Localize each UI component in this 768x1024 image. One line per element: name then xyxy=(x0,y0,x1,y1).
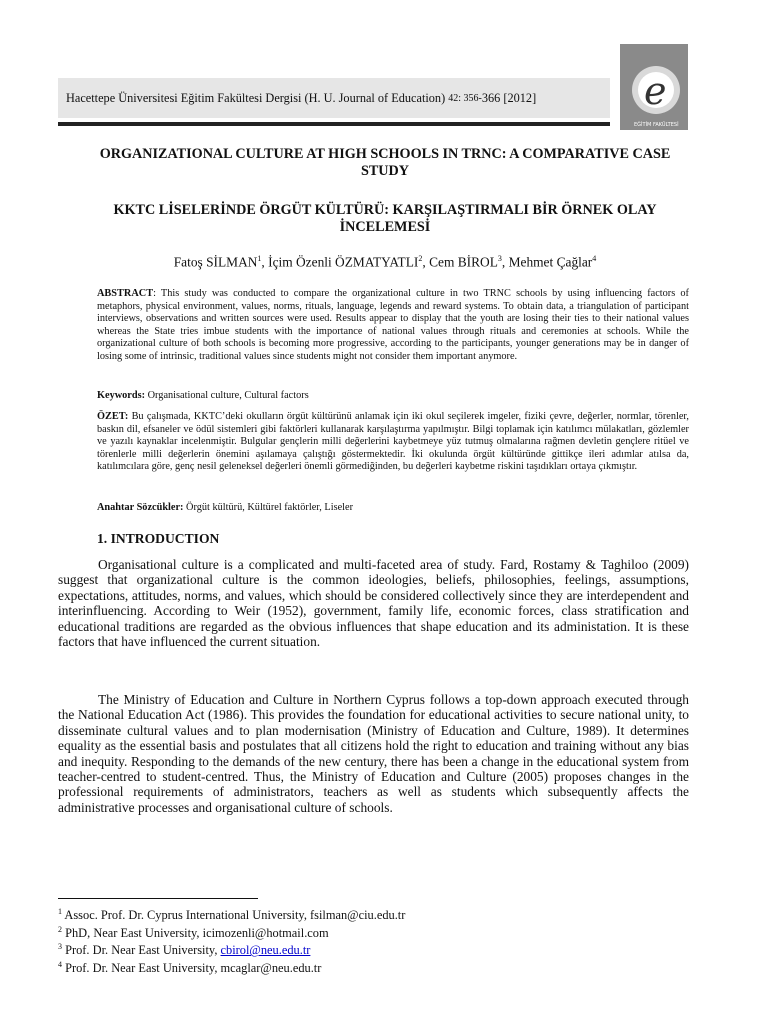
svg-text:EĞİTİM FAKÜLTESİ: EĞİTİM FAKÜLTESİ xyxy=(634,122,679,128)
ozet-abstract xyxy=(97,411,689,474)
footnote-3: $^3$ Prof. Dr. Near East University, cbirol@neu.edu.tr xyxy=(58,942,311,958)
introduction-paragraph-2: The Ministry of Education and Culture in Northern Cyprus follows a top-down approach executed through the National Education Act (1986). This provides the foundation for educational activities to secure national unity, to disseminate cultural values and to plan modernisation (Ministry of Education and Culture, 1989). It determines equality as the essential basis and postulates that all citizens hold the right to education and training without any bias and inequity. Responding to the demands of the new century, there has been a change in the educational system from teacher-centred to student-centred. Thus, the Ministry of Education and Culture (2005) proposes changes in the professional requirements of administrators, teachers as well as students which subsequently affects the administrative processes and organisational culture of schools. xyxy=(58,692,689,815)
keywords xyxy=(97,390,689,403)
introduction-paragraph-1: Organisational culture is a complicated and multi-faceted area of study. Fard, Rostamy & Taghiloo (2009) suggest that organizational culture is the common ideologies, beliefs, philosophies, feelings, assumptions, expectations, attitudes, norms, and values, which should be considered collectively since they are interdependent and interinfluencing. According to Weir (1952), government, family life, economic forces, class stratification and educational traditions are regarded as the obvious influences that shape education and its administation. It is these factors that have influenced the current situation. xyxy=(58,557,689,650)
footnote-rule xyxy=(58,898,258,899)
footnotes xyxy=(58,905,405,976)
svg-text:e: e xyxy=(644,69,667,113)
journal-pages: 42: 356- xyxy=(448,92,482,104)
title-english: ORGANIZATIONAL CULTURE AT HIGH SCHOOLS IN TRNC: A COMPARATIVE CASE STUDY xyxy=(99,146,671,179)
faculty-logo xyxy=(620,44,688,130)
abstract xyxy=(97,288,689,363)
section-heading-introduction: 1. INTRODUCTION xyxy=(97,531,220,546)
journal-name: Hacettepe Üniversitesi Eğitim Fakültesi Dergisi (H. U. Journal of Education) xyxy=(66,90,446,105)
ozet-label: ÖZET: xyxy=(97,411,129,422)
header-rule xyxy=(58,122,610,126)
journal-header xyxy=(58,78,610,118)
anahtar-keywords xyxy=(97,502,689,515)
ozet-text: Bu çalışmada, KKTC’deki okulların örgüt kültürünü anlamak için iki okul seçilerek imgeler, fiziki çevre, değerler, normlar, törenler, baskın dil, efsaneler ve ödül sistemleri gibi faktörleri kullanarak karşılaştırma yapılmıştır. Bilgi toplamak için katılımcı mülakatları, gözlemler ve yazılı kaynaklar incelenmiştir. Bulgular gençlerin milli değerlerini kaybetmeye yüz tutmuş olmalarına rağmen devletin gençlere ritüel ve törenlerle milli değerlerin önemini aşılamaya çalıştığı göstermektedir. İki okulunda örgüt kültüründe gittikçe ileri adımlar atılsa da, katılımcılara göre, genç nesil geleneksel değerleri önemli görmediğinden, bu değerleri kaybetme riskini taşıdıkları ortaya çıkmıştır. xyxy=(97,411,689,473)
footnote-2: $^2$ PhD, Near East University, icimozenli@hotmail.com xyxy=(58,924,329,940)
anahtar-label: Anahtar Sözcükler: xyxy=(97,502,184,513)
author-list: Fatoş SİLMAN$^1$, İçim Özenli ÖZMATYATLI$^2$, Cem BİROL$^3$, Mehmet Çağlar$^4$ xyxy=(173,254,597,270)
footnote-4: $^4$ Prof. Dr. Near East University, mcaglar@neu.edu.tr xyxy=(58,959,322,975)
anahtar-text: Örgüt kültürü, Kültürel faktörler, Liseler xyxy=(183,502,354,513)
email-link-cbirol[interactable]: cbirol@neu.edu.tr xyxy=(220,943,311,958)
abstract-label: ABSTRACT xyxy=(97,288,154,299)
journal-pages-end: 366 [2012] xyxy=(481,90,537,105)
abstract-text: : This study was conducted to compare the organizational culture in two TRNC schools by using influencing factors of metaphors, physical environment, values, norms, rituals, language, legends and reward systems. To obtain data, a triangulation of participant interviews, observations and written sources were used. Results appear to display that the youth are losing their ties to their national values whereas the State tries imbue students with the importance of national values through rituals and ceremonies at schools. While the organizational culture of both schools is becoming more progressive, according to the participants, younger generations may be in danger of losing some of intrinsic, traditional values since students might not consider them important anymore. xyxy=(97,288,689,362)
footnote-1: $^1$ Assoc. Prof. Dr. Cyprus International University, fsilman@ciu.edu.tr xyxy=(58,907,406,923)
keywords-label: Keywords: xyxy=(97,390,146,401)
title-turkish: KKTC LİSELERİNDE ÖRGÜT KÜLTÜRÜ: KARŞILAŞTIRMALI BİR ÖRNEK OLAY İNCELEMESİ xyxy=(113,202,657,235)
keywords-text: Organisational culture, Cultural factors xyxy=(145,390,309,401)
